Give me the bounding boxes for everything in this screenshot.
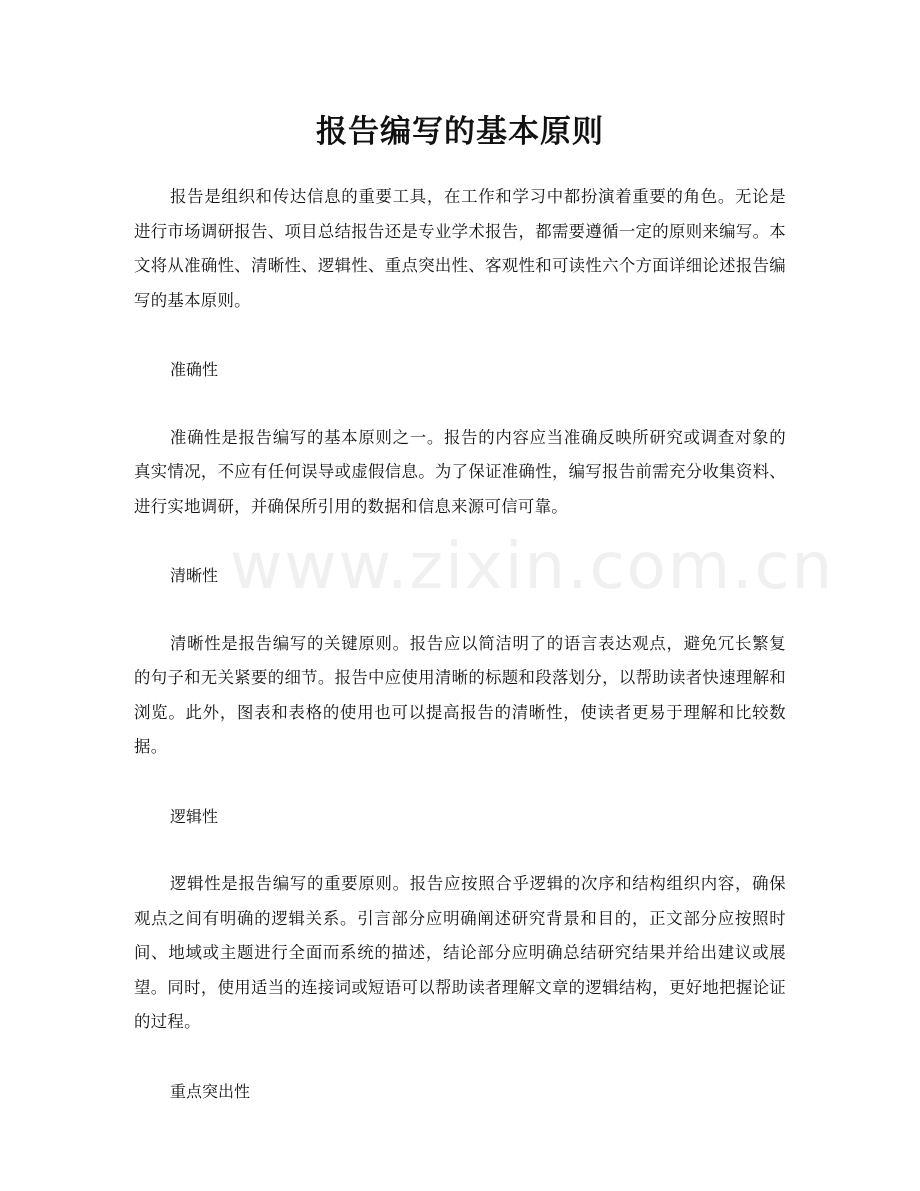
intro-paragraph: 报告是组织和传达信息的重要工具，在工作和学习中都扮演着重要的角色。无论是进行市场调研报告、项目总结报告还是专业学术报告，都需要遵循一定的原则来编写。本文将从准确性、清晰性、逻辑性、重点突出性、客观性和可读性六个方面详细论述报告编写的基本原则。 <box>134 187 786 310</box>
section-heading-logic: 逻辑性 <box>170 806 219 826</box>
document-body <box>134 180 835 1109</box>
section-body-clarity: 清晰性是报告编写的关键原则。报告应以简洁明了的语言表达观点，避免冗长繁复的句子和无关紧要的细节。报告中应使用清晰的标题和段落划分，以帮助读者快速理解和浏览。此外，图表和表格的使用也可以提高报告的清晰性，使读者更易于理解和比较数据。 <box>134 633 786 756</box>
watermark: www.zixin.com.cn <box>230 530 835 604</box>
section-heading-accuracy: 准确性 <box>170 360 219 379</box>
section-body-accuracy: 准确性是报告编写的基本原则之一。报告的内容应当准确反映所研究或调查对象的真实情况，不应有任何误导或虚假信息。为了保证准确性，编写报告前需充分收集资料、进行实地调研，并确保所引用的数据和信息来源可信可靠。 <box>134 427 786 516</box>
section-heading-clarity: 清晰性 <box>170 566 219 585</box>
document-title: 报告编写的基本原则 <box>316 114 604 150</box>
section-heading-emphasis: 重点突出性 <box>170 1081 251 1101</box>
section-body-logic: 逻辑性是报告编写的重要原则。报告应按照合乎逻辑的次序和结构组织内容，确保观点之间有明确的逻辑关系。引言部分应明确阐述研究背景和目的，正文部分应按照时间、地域或主题进行全面而系统的描述，结论部分应明确总结研究结果并给出建议或展望。同时，使用适当的连接词或短语可以帮助读者理解文章的逻辑结构，更好地把握论证的过程。 <box>134 874 786 1031</box>
